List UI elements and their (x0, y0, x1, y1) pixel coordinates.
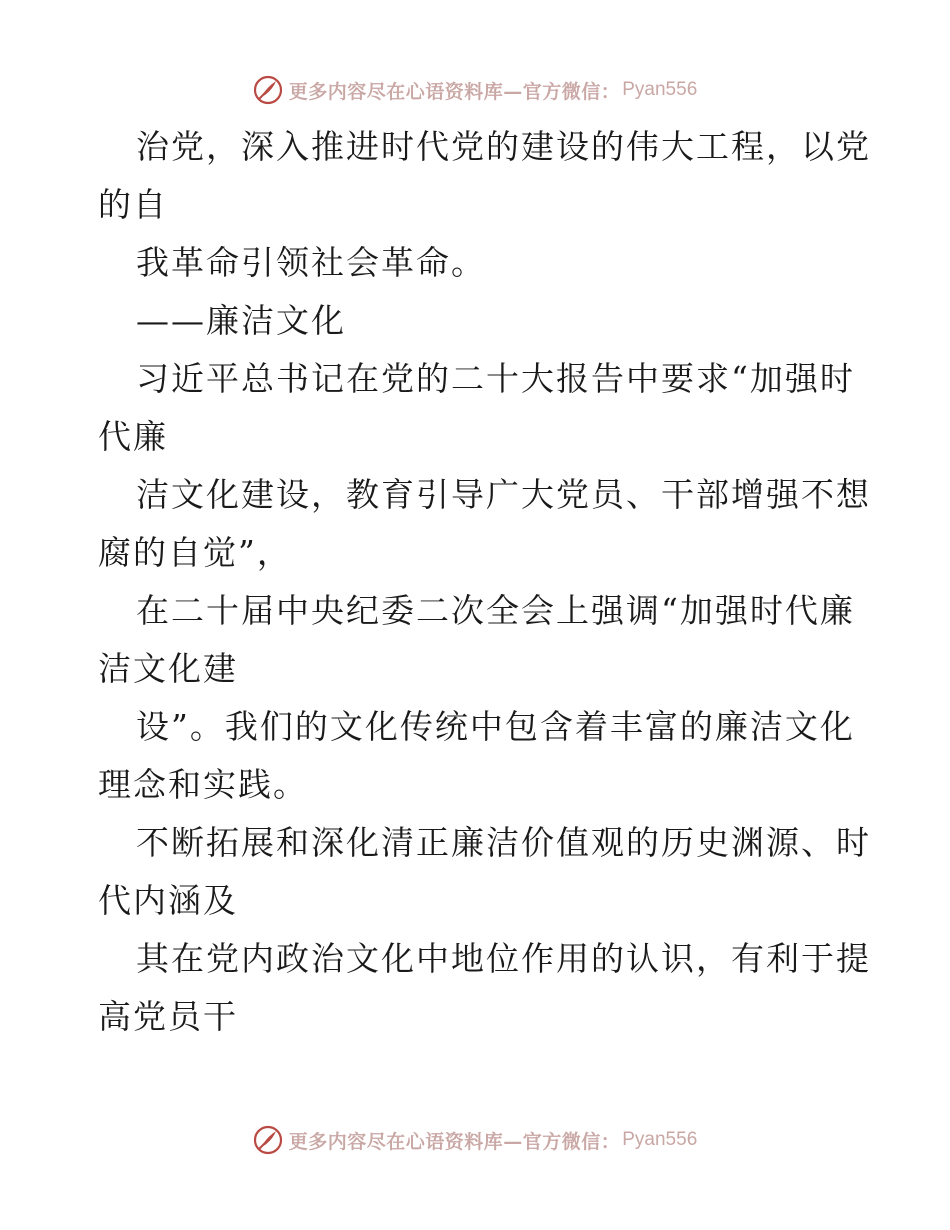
footer-banner (0, 1120, 950, 1160)
body-text (98, 118, 871, 1046)
quill-logo-icon (253, 1125, 283, 1155)
text-line: ——廉洁文化 (136, 301, 346, 340)
text-line: 代内涵及 (98, 881, 238, 920)
text-line: 洁文化建设，教育引导广大党员、干部增强不想 (136, 475, 871, 514)
text-line: 洁文化建 (98, 649, 238, 688)
text-line: 代廉 (98, 417, 168, 456)
header-banner-id: Pyan556 (622, 79, 698, 100)
text-line: 设”。我们的文化传统中包含着丰富的廉洁文化 (136, 707, 855, 746)
quill-logo-icon (253, 75, 283, 105)
footer-banner-text: 更多内容尽在心语资料库—官方微信： (288, 1130, 621, 1153)
header-banner-text: 更多内容尽在心语资料库—官方微信： (288, 80, 621, 103)
text-line: 腐的自觉”， (98, 533, 292, 572)
text-line: 习近平总书记在党的二十大报告中要求“加强时 (136, 359, 855, 398)
text-line: 理念和实践。 (98, 765, 308, 804)
text-line: 其在党内政治文化中地位作用的认识，有利于提 (136, 939, 871, 978)
text-line: 的自 (98, 185, 168, 224)
text-line: 在二十届中央纪委二次全会上强调“加强时代廉 (136, 591, 855, 630)
text-line: 高党员干 (98, 997, 238, 1036)
footer-banner-id: Pyan556 (622, 1129, 698, 1150)
text-line: 不断拓展和深化清正廉洁价值观的历史渊源、时 (136, 823, 871, 862)
text-line: 治党，深入推进时代党的建设的伟大工程，以党 (136, 127, 871, 166)
text-line: 我革命引领社会革命。 (136, 243, 486, 282)
header-banner (0, 70, 950, 110)
